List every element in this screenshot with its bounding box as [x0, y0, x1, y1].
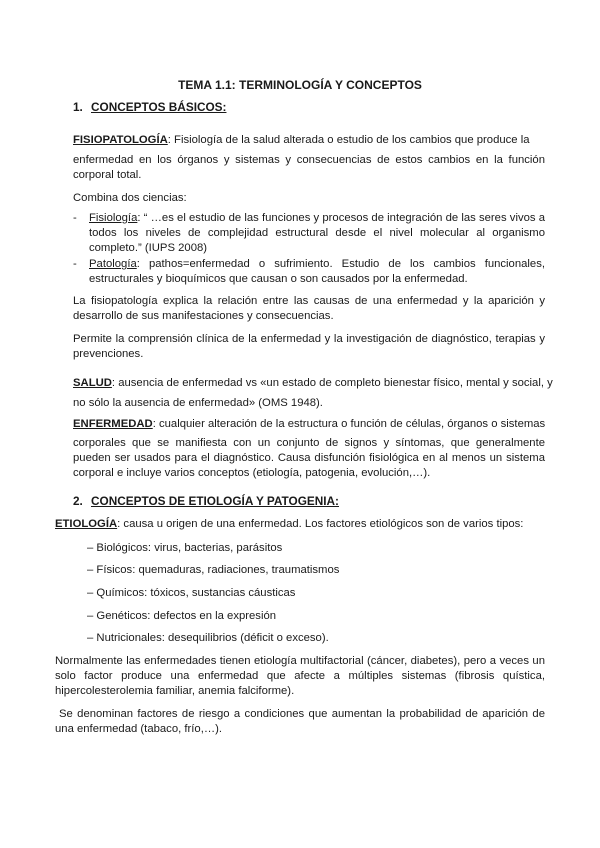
dash-marker: -: [73, 212, 77, 224]
salud-definition: : ausencia de enfermedad vs «un estado de completo bienestar físico, mental y social, y: [111, 377, 553, 389]
list-item: – Genéticos: defectos en la expresión: [87, 610, 277, 622]
section-2-title: CONCEPTOS DE ETIOLOGÍA Y PATOGENIA:: [91, 494, 339, 508]
fisiologia-definition: [89, 211, 545, 257]
fisiopatologia-line2: enfermedad en los órganos y sistemas y consecuencias de estos cambios en la función: [73, 154, 545, 166]
list-item: – Químicos: tóxicos, sustancias cáusticas: [87, 587, 296, 599]
enfermedad-term: ENFERMEDAD: [73, 418, 153, 430]
fisiopatologia-line3: corporal total.: [73, 169, 142, 181]
list-item: – Biológicos: virus, bacterias, parásitos: [87, 542, 283, 554]
salud-line2: no sólo la ausencia de enfermedad» (OMS 1948).: [73, 397, 323, 409]
permite-paragraph: Permite la comprensión clínica de la enfermedad y la investigación de diagnóstico, terapias y prevenciones.: [73, 333, 545, 361]
dash-marker: -: [73, 258, 77, 270]
fisiologia-term: Fisiología: [89, 212, 138, 224]
section-1-heading: [73, 100, 226, 115]
section-2-number: 2.: [73, 494, 83, 508]
enfermedad-line1: [73, 417, 545, 432]
section-1-number: 1.: [73, 100, 83, 114]
salud-line1: [73, 376, 553, 391]
list-item: – Nutricionales: desequilibrios (déficit o exceso).: [87, 632, 329, 644]
section-2-heading: [73, 494, 339, 509]
section-1-title: CONCEPTOS BÁSICOS:: [91, 100, 227, 114]
explica-paragraph: La fisiopatología explica la relación entre las causas de una enfermedad y la aparición y desarrollo de sus manifestaciones y consecuencias.: [73, 295, 545, 323]
combina-text: Combina dos ciencias:: [73, 192, 187, 204]
page-title: TEMA 1.1: TERMINOLOGÍA Y CONCEPTOS: [178, 78, 422, 92]
riesgo-paragraph: Se denominan factores de riesgo a condiciones que aumentan la probabilidad de aparición de una enfermedad (tabaco, frío,…).: [55, 708, 545, 736]
etiologia-line: [55, 517, 523, 532]
fisiopatologia-term: FISIOPATOLOGÍA: [73, 134, 168, 146]
patologia-definition: [89, 257, 545, 287]
list-item: – Físicos: quemaduras, radiaciones, traumatismos: [87, 564, 340, 576]
multifactorial-paragraph: Normalmente las enfermedades tienen etiología multifactorial (cáncer, diabetes), pero a veces un solo factor produce una enfermedad que afecte a múltiples sistemas (fibrosis quística, hipercolesterolemia familiar, anemia falciforme).: [55, 655, 545, 698]
fisiopatologia-line1: [73, 133, 545, 148]
salud-term: SALUD: [73, 377, 112, 389]
fisiologia-text: : “ …es el estudio de las funciones y procesos de integración de las seres vivos a todos los niveles de complejidad estructural desde el nivel molecular al organismo completo.” (IUPS 2008): [89, 212, 545, 255]
patologia-text: : pathos=enfermedad o sufrimiento. Estudio de los cambios funcionales, estructurales y bioquímicos que causan o son causados por la enfermedad.: [89, 258, 545, 286]
etiologia-definition: : causa u origen de una enfermedad. Los factores etiológicos son de varios tipos:: [117, 518, 524, 530]
enfermedad-definition: : cualquier alteración de la estructura o función de células, órganos o sistemas: [152, 418, 546, 430]
patologia-term: Patología: [89, 258, 137, 270]
enfermedad-paragraph: corporales que se manifiesta con un conjunto de signos y síntomas, que generalmente pueden ser usados para el diagnóstico. Causa disfunción fisiológica en al menos un sistema corporal e incluye varios conceptos (etiología, patogenia, evolución,…).: [73, 437, 545, 480]
etiologia-term: ETIOLOGÍA: [55, 518, 118, 530]
fisiopatologia-definition: : Fisiología de la salud alterada o estudio de los cambios que produce la: [167, 134, 530, 146]
